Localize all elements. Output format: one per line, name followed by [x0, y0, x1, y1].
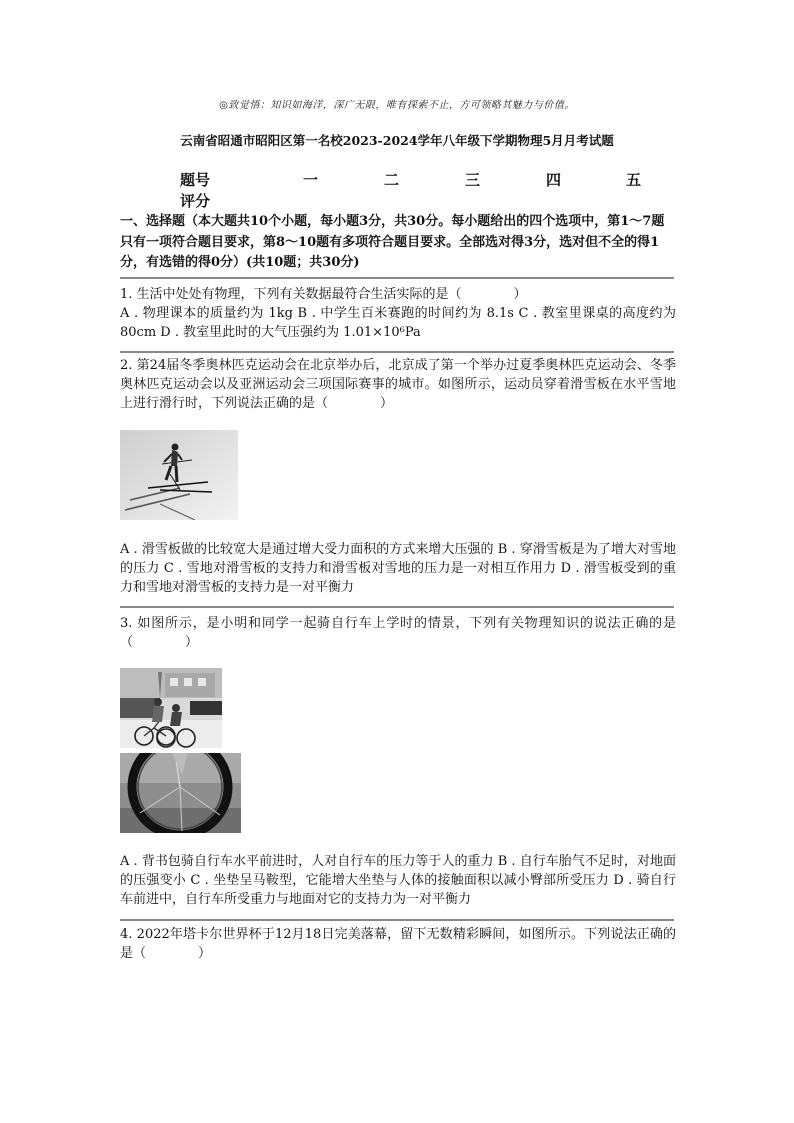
section-heading: 一、选择题（本大题共10个小题，每小题3分，共30分。每小题给出的四个选项中，第1～7题只有一项符合题目要求，第8～10题有多项符合题目要求。全部选对得3分，选对但不全的得1分，有选错的得0分）(共10题；共30分) — [120, 214, 665, 270]
motto-line: ◎致觉悟：知识如海洋，深广无限，唯有探索不止，方可领略其魅力与价值。 — [219, 100, 575, 111]
score-table-col-1: 一 — [303, 171, 319, 189]
score-table-col-2: 二 — [384, 171, 400, 189]
score-table-col-4: 四 — [546, 171, 562, 189]
divider — [120, 277, 674, 279]
question-stem: 2. 第24届冬季奥林匹克运动会在北京举办后，北京成了第一个举办过夏季奥林匹克运动会、冬季奥林匹克运动会以及亚洲运动会三项国际赛事的城市。如图所示，运动员穿着滑雪板在水平雪地上进行滑行时，下列说法正确的是（ ） — [120, 358, 676, 411]
question-options: A . 滑雪板做的比较宽大是通过增大受力面积的方式来增大压强的 B . 穿滑雪板是为了增大对雪地的压力 C . 雪地对滑雪板的支持力和滑雪板对雪地的压力是一对相互作用力 D . 滑雪板受到的重力和雪地对滑雪板的支持力是一对平衡力 — [120, 542, 676, 595]
divider — [120, 351, 674, 353]
score-table-row1-label: 题号 — [180, 171, 211, 189]
skier-image — [120, 430, 238, 520]
score-table-col-5: 五 — [626, 171, 642, 189]
divider — [120, 606, 674, 608]
question-2-options — [120, 540, 676, 597]
question-4 — [120, 925, 676, 963]
page-title: 云南省昭通市昭阳区第一名校2023-2024学年八年级下学期物理5月月考试题 — [180, 133, 614, 148]
bicycle-tire-image — [120, 753, 241, 833]
score-table-row2-label: 评分 — [180, 192, 211, 210]
question-stem: 3. 如图所示，是小明和同学一起骑自行车上学时的情景，下列有关物理知识的说法正确的是（ ） — [120, 616, 676, 650]
question-2 — [120, 356, 676, 413]
question-stem: 4. 2022年塔卡尔世界杯于12月18日完美落幕，留下无数精彩瞬间，如图所示。下列说法正确的是（ ） — [120, 927, 676, 961]
question-stem: 1. 生活中处处有物理，下列有关数据最符合生活实际的是（ ） — [120, 287, 527, 302]
cyclists-image — [120, 668, 222, 748]
question-options: A . 背书包骑自行车水平前进时，人对自行车的压力等于人的重力 B . 自行车胎气不足时，对地面的压强变小 C . 坐垫呈马鞍型，它能增大坐垫与人体的接触面积以减小臀部所受压力 D . 骑自行车前进中，自行车所受重力与地面对它的支持力为一对平衡力 — [120, 854, 676, 907]
divider — [120, 919, 674, 921]
question-3 — [120, 614, 676, 652]
question-3-options — [120, 852, 676, 909]
question-1 — [120, 285, 676, 342]
question-options: A . 物理课本的质量约为 1kg B . 中学生百米赛跑的时间约为 8.1s C . 教室里课桌的高度约为 80cm D . 教室里此时的大气压强约为 1.01×10⁶Pa — [120, 306, 676, 340]
score-table-col-3: 三 — [465, 171, 481, 189]
